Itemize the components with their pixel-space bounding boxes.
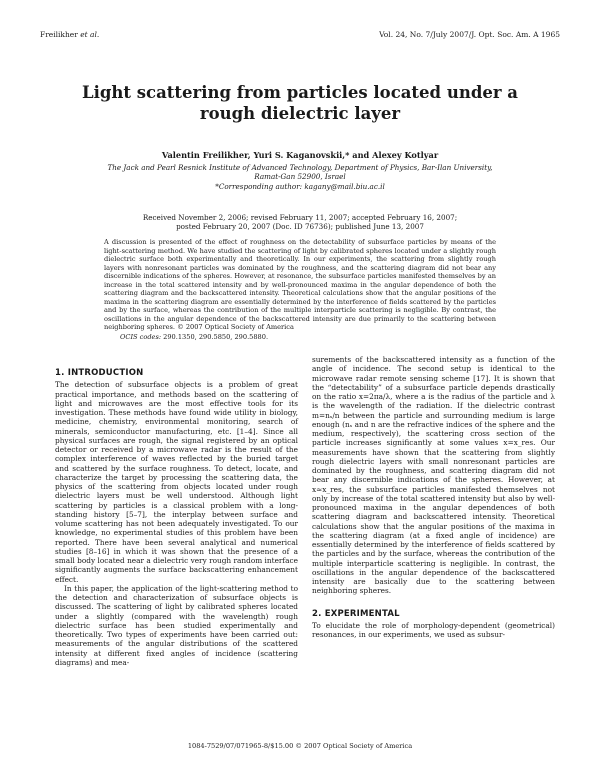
abstract: A discussion is presented of the effect of roughness on the detectability of subsurface particles by means of the light-scattering method. We have studied the scattering of light by calibrated spheres located under a slightly rough dielectric surface both experimentally and theoretically. In our experiments, the scattering from slightly rough layers with nonresonant particles was dominated by the roughness, and the scattering diagram did not bear any discernible indications of the spheres. However, at resonance, the subsurface particles manifested themselves by an increase in the total scattered intensity and by well-pronounced maxima in the angular dependence of both the scattering diagram and the backscattered intensity. Theoretical calculations show that the angular positions of the maxima in the scattering diagram are essentially determined by the interference of fields scattered by the particles and by the surface, whereas the contribution of the multiple interparticle scattering is negligible. By contrast, the oscillations in the angular dependence of the backscattered intensity are due primarily to the scattering between neighboring spheres. © 2007 Optical Society of America xyxy=(104,238,496,332)
running-header-left xyxy=(40,30,99,39)
experimental-paragraph-1: To elucidate the role of morphology-dependent (geometrical) resonances, in our experiments, we used as subsur- xyxy=(312,620,555,639)
section-heading-experimental: 2. EXPERIMENTAL xyxy=(312,608,400,619)
right-column xyxy=(312,355,555,639)
title-line-2: rough dielectric layer xyxy=(199,104,401,123)
received-dates xyxy=(80,213,520,232)
received-line-2: posted February 20, 2007 (Doc. ID 76736); published June 13, 2007 xyxy=(176,222,424,232)
intro-paragraph-1: The detection of subsurface objects is a problem of great practical importance, and methods based on the scattering of light and microwaves are the most effective tools for its investigation. These methods have found wide utility in biology, medicine, chemistry, environmental monitoring, search of minerals, semiconductor manufacturing, etc. [1–4]. Since all physical surfaces are rough, the signal registered by an optical detector or received by a microwave radar is the result of the complex interference of waves reflected by the buried target and scattered by the surface roughness. To detect, locate, and characterize the target by processing the scattering data, the physics of the scattering from objects located under rough dielectric layers must be well understood. Although light scattering by particles is a classical problem with a long-standing history [5–7], the interplay between surface and volume scattering has not been adequately investigated. To our knowledge, no experimental studies of this problem have been reported. There have been several analytical and numerical studies [8–16] in which it was shown that the presence of a small body located near a dielectric very rough random interface significantly augments the surface backscattering enhancement effect. xyxy=(55,380,298,584)
left-column xyxy=(55,369,298,667)
affiliation-line-1: The Jack and Pearl Resnick Institute of Advanced Technology, Department of Physics, Bar-Ilan University, xyxy=(107,163,493,172)
intro-paragraph-continued: surements of the backscattered intensity as a function of the angle of incidence. The second setup is identical to the microwave radar remote sensing scheme [17]. It is shown that the “detectability” of a subsurface particle depends drastically on the ratio x=2πa/λ, where a is the radius of the particle and λ is the wavelength of the radiation. If the dielectric contrast m=nₛ/n between the particle and surrounding medium is large enough (nₛ and n are the refractive indices of the sphere and the medium, respectively), the scattering cross section of the particle increases significantly at some values x=x_res. Our measurements have shown that the scattering from slightly rough dielectric layers with small nonresonant particles are dominated by the roughness, and scattering diagram did not bear any discernible indications of the spheres. However, at x≈x_res, the subsurface particles manifested themselves not only by increase of the total scattered intensity but also by well-pronounced maxima in the angular dependences of both scattering diagram and backscattered intensity. Theoretical calculations show that the angular positions of the maxima in the scattering diagram (at a fixed angle of incidence) are essentially determined by the interference of fields scattered by the particles and by the surface, whereas the contribution of the multiple interparticle scattering is negligible. In contrast, the oscillations in the angular dependence of the backscattered intensity are basically due to the scattering between neighboring spheres. xyxy=(312,355,555,596)
intro-paragraph-2: In this paper, the application of the light-scattering method to the detection and characterization of subsurface objects is discussed. The scattering of light by calibrated spheres located under a slightly (compared with the wavelength) rough dielectric surface has been studied experimentally and theoretically. Two types of experiments have been carried out: measurements of the angular distributions of the scattered intensity at different fixed angles of incidence (scattering diagrams) and mea- xyxy=(55,583,298,667)
page-footer: 1084-7529/07/071965-8/$15.00 © 2007 Optical Society of America xyxy=(187,742,413,750)
ocis-codes xyxy=(120,333,268,341)
author-list: Valentin Freilikher, Yuri S. Kaganovskii,* and Alexey Kotlyar xyxy=(161,150,439,160)
ocis-label: OCIS codes: xyxy=(120,333,162,341)
paper-title xyxy=(0,82,600,124)
title-line-1: Light scattering from particles located under a xyxy=(81,83,518,102)
affiliation xyxy=(80,163,520,191)
header-author: Freilikher xyxy=(40,30,78,39)
corresponding-author: *Corresponding author: kagany@mail.biu.ac.il xyxy=(215,181,385,191)
affiliation-line-2: Ramat-Gan 52900, Israel xyxy=(254,172,346,182)
received-line-1: Received November 2, 2006; revised February 11, 2007; accepted February 16, 2007; xyxy=(142,213,458,222)
header-etal: et al. xyxy=(80,30,100,39)
ocis-values: 290.1350, 290.5850, 290.5880. xyxy=(163,333,269,341)
section-heading-introduction: 1. INTRODUCTION xyxy=(55,368,144,378)
running-header-right: Vol. 24, No. 7/July 2007/J. Opt. Soc. Am. A 1965 xyxy=(379,30,560,39)
